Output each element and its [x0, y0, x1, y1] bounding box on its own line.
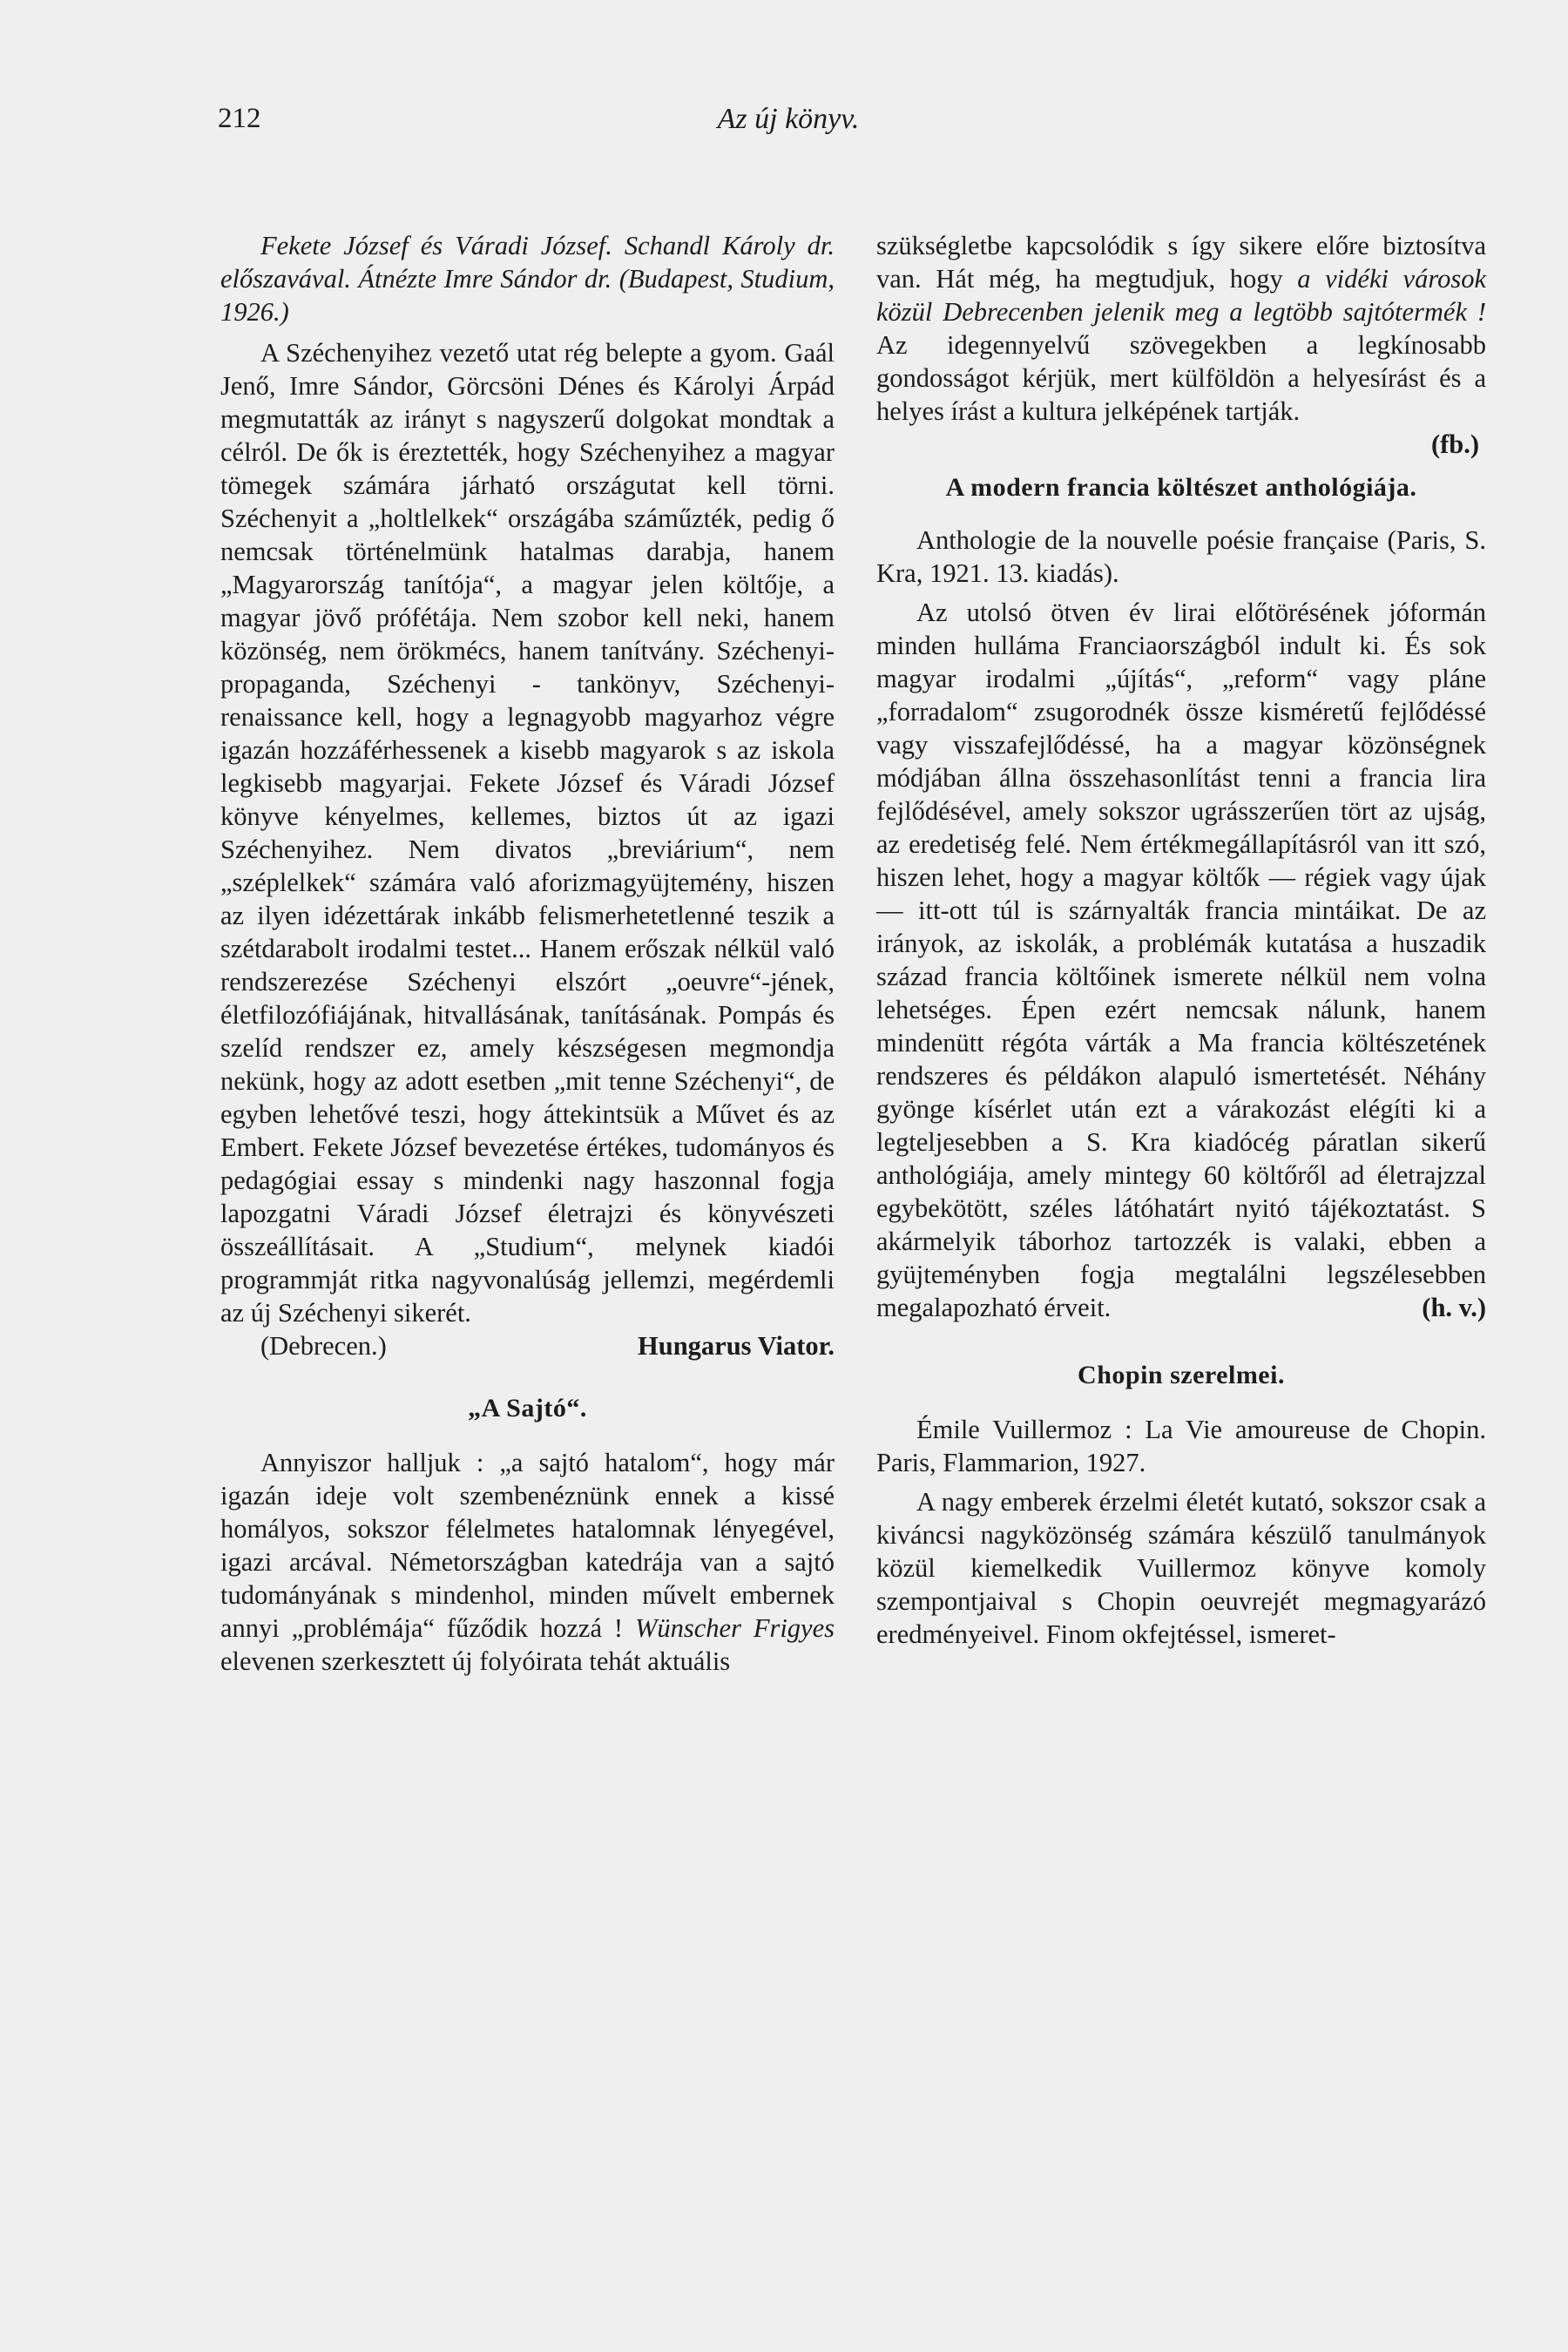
left-column	[220, 229, 835, 1678]
review-citation	[220, 229, 835, 328]
running-head	[218, 103, 1359, 146]
review-heading: Chopin szerelmei.	[1078, 1361, 1285, 1389]
review-body	[220, 1446, 835, 1678]
right-column	[876, 229, 1486, 1651]
review-emphasis: a vidéki városok közül Debrecenben jelenik meg a legtöbb sajtótermék !	[876, 264, 1486, 327]
page-number: 212	[218, 103, 261, 134]
citation-text: Fekete József és Váradi József. Schandl Károly dr. előszavával. Átnézte Imre Sándor dr. (Budapest, Studium, 1926.)	[220, 231, 835, 327]
review-body-text: szükségletbe kapcsolódik s így sikere előre biztosítva van. Hát még, ha megtudjuk, hogy	[876, 231, 1486, 294]
running-title: Az új könyv.	[717, 103, 860, 135]
review-body: Az utolsó ötven év lirai előtörésének jóformán minden hulláma Franciaországból indult ki. És sok magyar irodalmi „újítás“, „reform“ vagy pláne „forradalom“ zsugorodnék össze kisméretű fejlődéssé vagy visszafejlődéssé, ha a magyar közönségnek módjában állna összehasonlítást tenni a francia lira fejlődésével, amely sokszor ugrásszerűen tört az ujság, az eredetiség felé. Nem értékmegállapításról van itt szó, hiszen lehet, hogy a magyar költők — régiek vagy újak — itt-ott túl is szárnyalták francia mintáikat. De az irányok, az iskolák, a problémák kutatása a huszadik század francia költőinek ismerete nélkül nem volna lehetséges. Épen ezért nemcsak nálunk, hanem mindenütt régóta várták a Ma francia költészetének rendszeres és példákon alapuló ismertetését. Néhány gyönge kísérlet után ezt a várakozást elégíti ki a legteljesebben a S. Kra kiadócég páratlan sikerű anthológiája, amely mintegy 60 költőről ad életrajzzal egybekötött, széles látóhatárt nyitó tájékoztatást. S akármelyik táborhoz tartozzék is valaki, ebben a gyüjteményben fogja megtalálni legszélesebben megalapozható érveit.	[876, 598, 1486, 1322]
review-signature-line	[220, 1329, 835, 1362]
review-signature: Hungarus Viator.	[638, 1331, 835, 1361]
review-signature: (fb.)	[1430, 429, 1479, 459]
review-citation: Émile Vuillermoz : La Vie amoureuse de Chopin. Paris, Flammarion, 1927.	[876, 1415, 1486, 1477]
review-author-name: Wünscher Frigyes	[634, 1613, 835, 1643]
review-place: (Debrecen.)	[260, 1331, 387, 1361]
review-heading: „A Sajtó“.	[468, 1394, 587, 1423]
review-heading: A modern francia költészet anthológiája.	[945, 473, 1417, 502]
review-body-text: elevenen szerkesztett új folyóirata tehát aktuális	[220, 1646, 731, 1676]
review-body-text: Annyiszor halljuk : „a sajtó hatalom“, hogy már igazán ideje volt szembenéznünk ennek a kissé homályos, sokszor félelmetes hatalomnak lényegével, igazi arcával. Németországban katedrája van a sajtó tudományának s mindenhol, minden művelt embernek annyi „problémája“ fűződik hozzá !	[220, 1448, 835, 1643]
review-body	[876, 229, 1486, 428]
review-body: A nagy emberek érzelmi életét kutató, sokszor csak a kiváncsi nagyközönség számára készülő tanulmányok közül kiemelkedik Vuillermoz könyve komoly szempontjaival s Chopin oeuvrejét megmagyarázó eredményeivel. Finom okfejtéssel, ismeret-	[876, 1487, 1486, 1649]
review-body: A Széchenyihez vezető utat rég belepte a gyom. Gaál Jenő, Imre Sándor, Görcsöni Dénes és Károlyi Árpád megmutatták az irányt s nagyszerű dolgokat mondtak a célról. De ők is éreztették, hogy Széchenyihez a magyar tömegek számára járható országutat kell törni. Széchenyit a „holtlelkek“ országába száműzték, pedig ő nemcsak történelmünk hatalmas darabja, hanem „Magyarország tanítója“, a magyar jelen költője, a magyar jövő prófétája. Nem szobor kell neki, hanem közönség, nem örökmécs, hanem tanítvány. Széchenyi-propaganda, Széchenyi - tankönyv, Széchenyi-renaissance kell, hogy a legnagyobb magyarhoz végre igazán hozzáférhessenek a kisebb magyarok s az iskola legkisebb magyarjai. Fekete József és Váradi József könyve kényelmes, kellemes, biztos út az igazi Széchenyihez. Nem divatos „breviárium“, nem „széplelkek“ számára való aforizmagyüjtemény, hiszen az ilyen idézettárak inkább felismerhetetlenné teszik a szétdarabolt irodalmi testet... Hanem erőszak nélkül való rendszerezése Széchenyi elszórt „oeuvre“-jének, életfilozófiájának, hitvallásának, tanításának. Pompás és szelíd rendszer ez, amely készségesen megmondja nekünk, hogy az adott esetben „mit tenne Széchenyi“, de egyben lehetővé teszi, hogy áttekintsük a Művet és az Embert. Fekete József bevezetése értékes, tudományos és pedagógiai essay s mindenki nagy haszonnal fogja lapozgatni Váradi József életrajzi és könyvészeti összeállításait. A „Studium“, melynek kiadói programmját ritka nagyvonalúság jellemzi, megérdemli az új Széchenyi sikerét.	[220, 338, 835, 1328]
review-body-text: Az idegennyelvű szövegekben a legkínosabb gondosságot kérjük, mert külföldön a helyesírást és a helyes írást a kultura jelképének tartják.	[876, 330, 1486, 426]
review-signature: (h. v.)	[1422, 1293, 1486, 1322]
review-citation: Anthologie de la nouvelle poésie française (Paris, S. Kra, 1921. 13. kiadás).	[876, 525, 1486, 588]
